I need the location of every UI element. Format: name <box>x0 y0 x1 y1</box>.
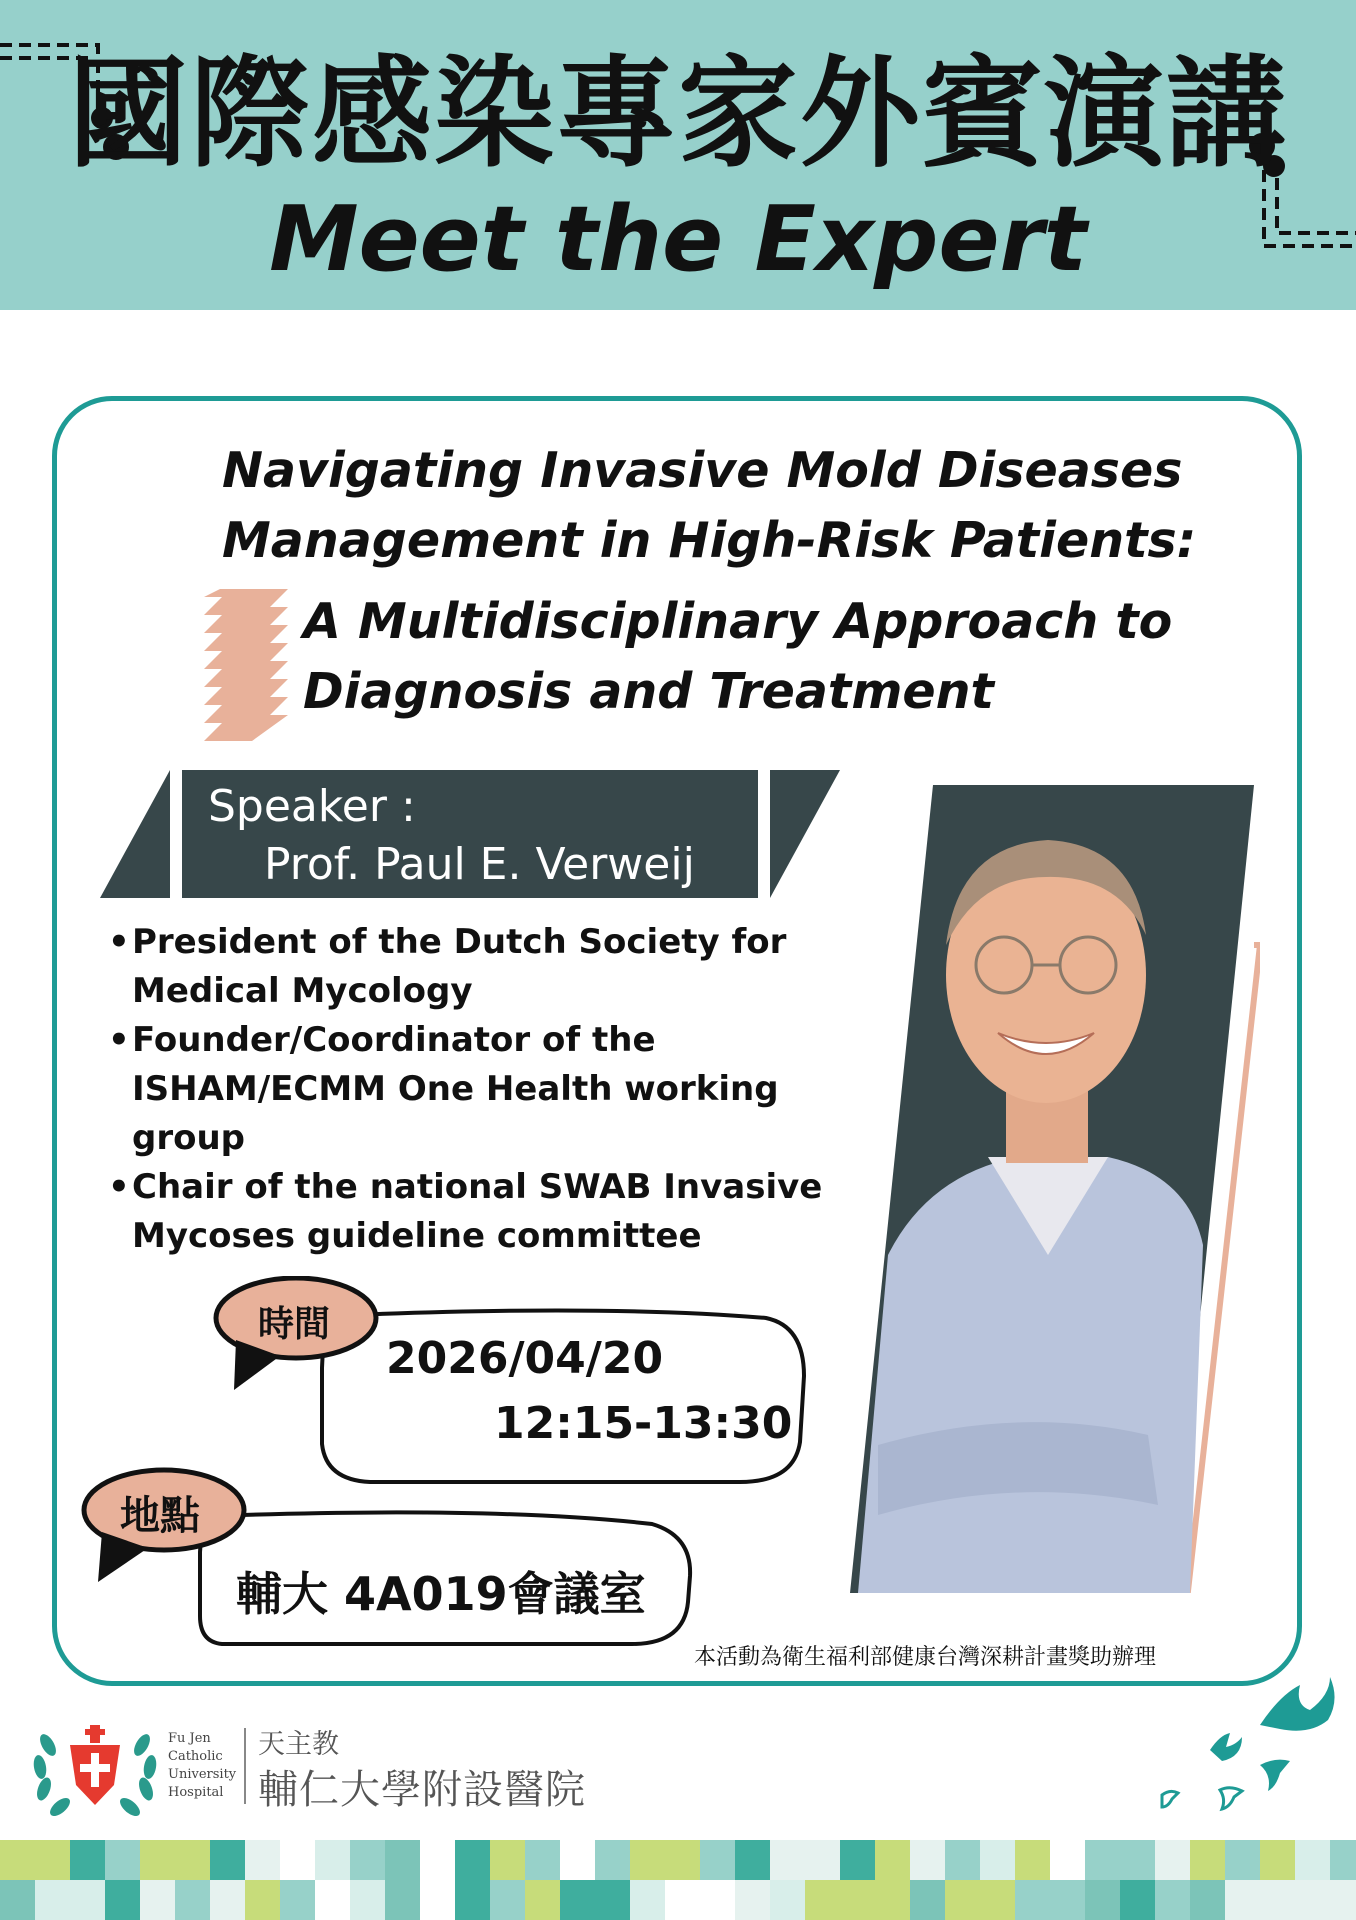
checker-tile <box>140 1840 175 1880</box>
logo-chinese-large: 輔仁大學附設醫院 <box>258 1767 586 1813</box>
checker-tile <box>1260 1880 1295 1920</box>
bio-item: • President of the Dutch Society for Medical Mycology <box>108 918 828 1016</box>
checker-tile <box>245 1880 280 1920</box>
bio-item: • Founder/Coordinator of the ISHAM/ECMM One Health working group <box>108 1016 828 1163</box>
checker-tile <box>945 1840 980 1880</box>
checker-tile <box>595 1840 630 1880</box>
checker-tile <box>735 1880 770 1920</box>
checker-tile <box>350 1880 385 1920</box>
checker-tile <box>35 1880 70 1920</box>
checker-tile <box>665 1840 700 1880</box>
checker-tile <box>910 1840 945 1880</box>
talk-title-line-2: Management in High-Risk Patients: <box>222 512 1197 569</box>
checker-tile <box>0 1840 35 1880</box>
checker-tile <box>315 1840 350 1880</box>
checker-tile <box>875 1840 910 1880</box>
talk-title-line-1: Navigating Invasive Mold Diseases <box>222 442 1183 499</box>
checker-tile <box>1295 1840 1330 1880</box>
checker-tile <box>1190 1880 1225 1920</box>
checker-tile <box>1120 1880 1155 1920</box>
checker-tile <box>840 1880 875 1920</box>
checker-tile <box>1190 1840 1225 1880</box>
checker-tile <box>910 1880 945 1920</box>
checker-tile <box>280 1880 315 1920</box>
event-hours: 12:15-13:30 <box>494 1398 793 1449</box>
checker-tile <box>70 1880 105 1920</box>
checker-tile <box>175 1880 210 1920</box>
talk-title-line-3: A Multidisciplinary Approach to <box>303 593 1173 650</box>
sponsor-note: 本活動為衛生福利部健康台灣深耕計畫獎助辦理 <box>694 1645 1157 1670</box>
checker-tile <box>1225 1840 1260 1880</box>
bio-item: • Chair of the national SWAB Invasive Mycoses guideline committee <box>108 1163 828 1261</box>
speaker-photo <box>818 785 1260 1593</box>
checker-tile <box>1050 1840 1085 1880</box>
event-place: 輔大 4A019會議室 <box>236 1567 646 1621</box>
place-label: 地點 <box>120 1493 200 1539</box>
title-english: Meet the Expert <box>269 187 1087 292</box>
checker-tile <box>560 1840 595 1880</box>
checker-tile <box>770 1880 805 1920</box>
logo-divider <box>244 1728 246 1804</box>
time-label: 時間 <box>258 1304 331 1345</box>
title-chinese: 國際感染專家外賓演講 <box>68 45 1288 184</box>
checker-tile <box>770 1840 805 1880</box>
checker-tile <box>805 1840 840 1880</box>
checker-tile <box>980 1840 1015 1880</box>
checker-tile <box>700 1880 735 1920</box>
checker-tile <box>700 1840 735 1880</box>
checker-tile <box>280 1840 315 1880</box>
logo-english-line: Catholic <box>168 1749 223 1764</box>
checker-tile <box>350 1840 385 1880</box>
checker-tile <box>105 1880 140 1920</box>
checker-tile <box>735 1840 770 1880</box>
checker-tile <box>70 1840 105 1880</box>
talk-title-line-4: Diagnosis and Treatment <box>303 663 994 720</box>
checker-tile <box>945 1880 980 1920</box>
checker-tile <box>1085 1840 1120 1880</box>
checker-tile <box>525 1840 560 1880</box>
checker-tile <box>1015 1840 1050 1880</box>
logo-english-line: University <box>168 1767 237 1782</box>
checker-tile <box>210 1840 245 1880</box>
checker-tile <box>805 1880 840 1920</box>
checker-tile <box>980 1880 1015 1920</box>
checker-tile <box>140 1880 175 1920</box>
checker-tile <box>665 1880 700 1920</box>
hospital-logo-icon <box>30 1715 160 1825</box>
checker-tile <box>1155 1880 1190 1920</box>
checker-tile <box>630 1840 665 1880</box>
checker-tile <box>875 1880 910 1920</box>
checker-tile <box>210 1880 245 1920</box>
checker-tile <box>175 1840 210 1880</box>
checker-tile <box>105 1840 140 1880</box>
checker-tile <box>595 1880 630 1920</box>
event-date: 2026/04/20 <box>386 1333 664 1384</box>
checker-tile <box>1260 1840 1295 1880</box>
checker-tile <box>420 1880 455 1920</box>
checker-tile <box>1295 1880 1330 1920</box>
checker-tile <box>1015 1880 1050 1920</box>
logo-chinese-small: 天主教 <box>258 1729 339 1760</box>
speaker-name: Prof. Paul E. Verweij <box>264 839 695 890</box>
checker-tile <box>35 1840 70 1880</box>
checker-tile <box>1050 1880 1085 1920</box>
checker-tile <box>560 1880 595 1920</box>
birds-decoration-icon <box>1150 1665 1350 1825</box>
checker-tile <box>1330 1840 1356 1880</box>
logo-english-line: Fu Jen <box>168 1731 211 1746</box>
speaker-bio-list <box>108 918 828 1261</box>
speaker-label: Speaker : <box>208 781 416 832</box>
checker-tile <box>1120 1840 1155 1880</box>
logo-english-line: Hospital <box>168 1785 224 1800</box>
checker-tile <box>385 1840 420 1880</box>
checker-pattern <box>0 1840 1356 1920</box>
checker-tile <box>455 1880 490 1920</box>
checker-tile <box>525 1880 560 1920</box>
checker-tile <box>455 1840 490 1880</box>
checker-tile <box>420 1840 455 1880</box>
checker-tile <box>490 1840 525 1880</box>
checker-tile <box>315 1880 350 1920</box>
checker-tile <box>840 1840 875 1880</box>
checker-tile <box>1085 1880 1120 1920</box>
checker-tile <box>245 1840 280 1880</box>
checker-tile <box>1155 1840 1190 1880</box>
checker-tile <box>1330 1880 1356 1920</box>
checker-tile <box>630 1880 665 1920</box>
checker-tile <box>1225 1880 1260 1920</box>
checker-tile <box>0 1880 35 1920</box>
checker-tile <box>490 1880 525 1920</box>
checker-tile <box>385 1880 420 1920</box>
zigzag-decoration <box>200 585 292 743</box>
